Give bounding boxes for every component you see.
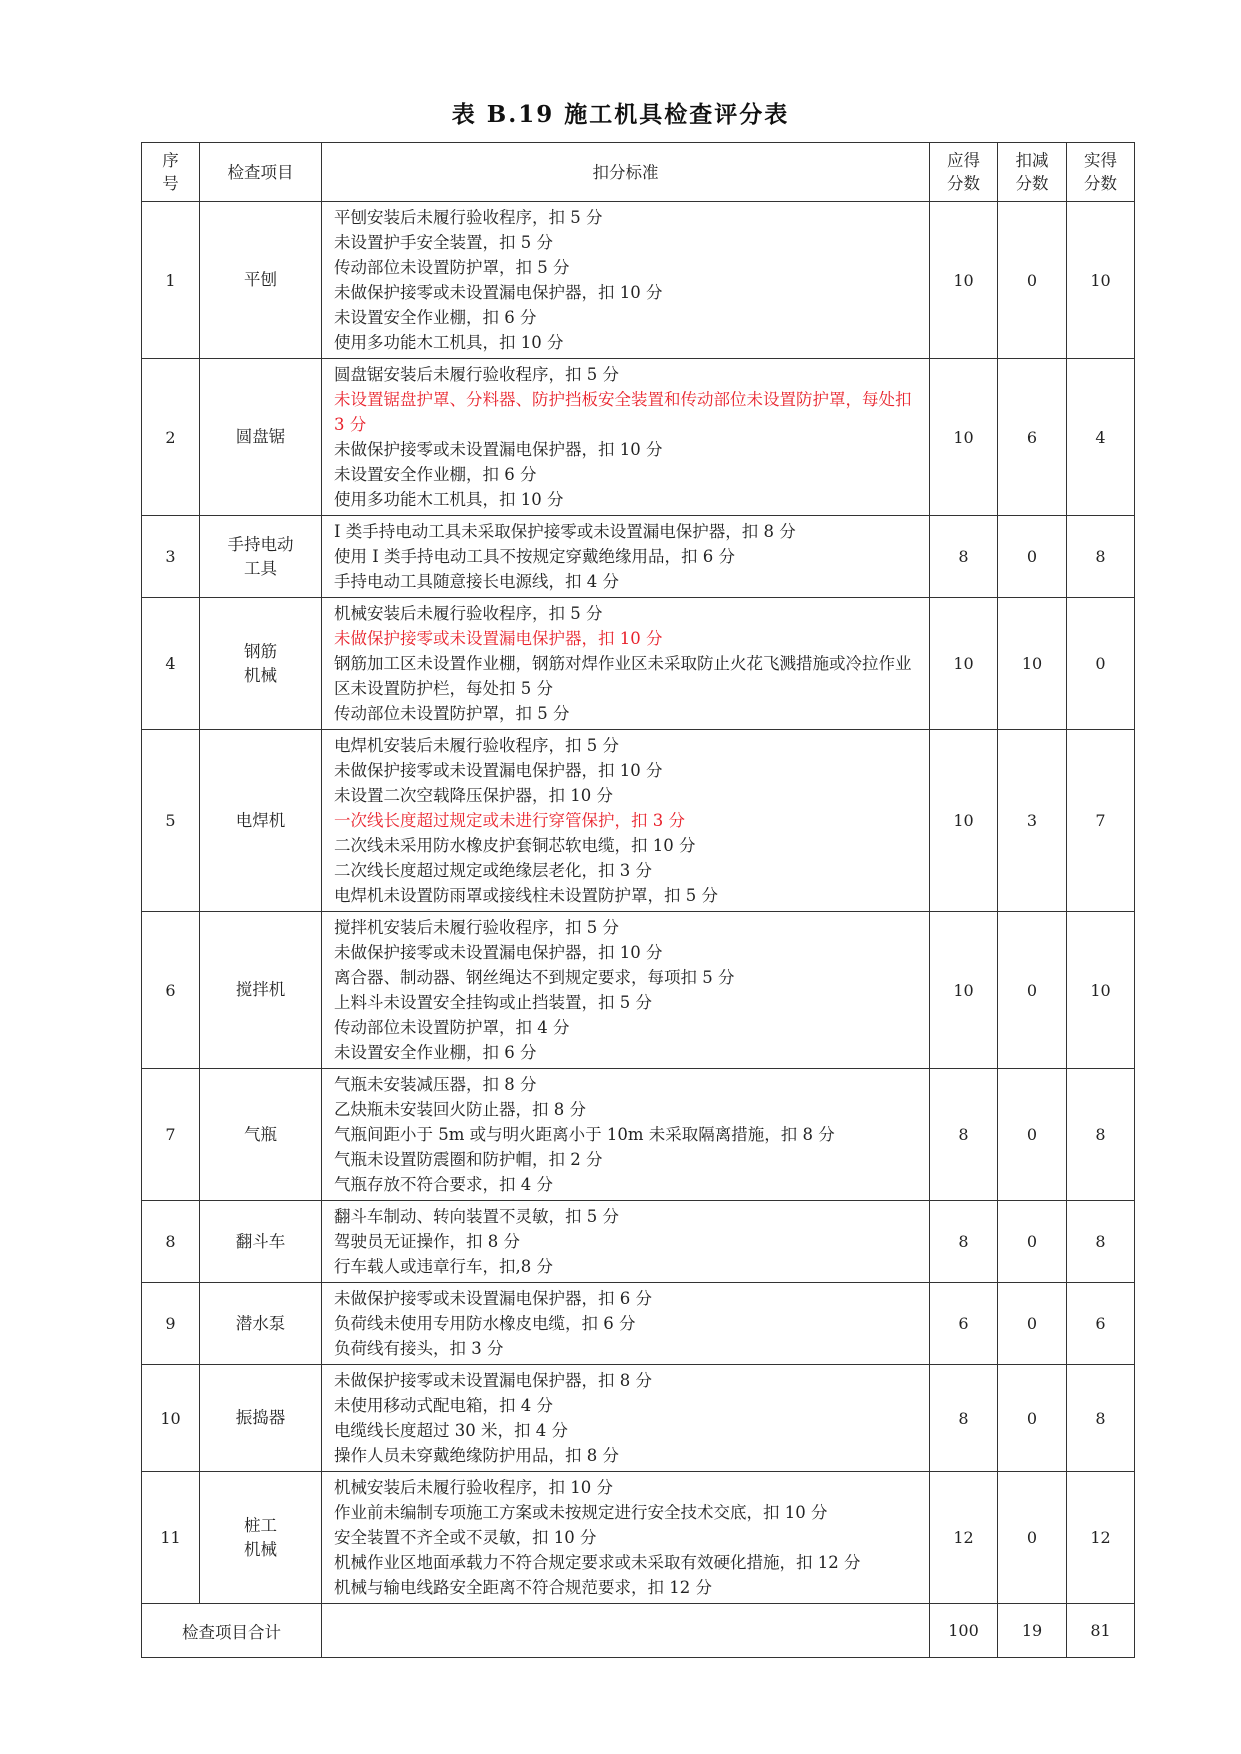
total-criteria-empty bbox=[322, 1604, 930, 1658]
criteria-line: 未设置安全作业棚，扣 6 分 bbox=[334, 308, 537, 327]
row-actual: 8 bbox=[1067, 1069, 1135, 1201]
row-item-label: 搅拌机 bbox=[235, 980, 286, 999]
table-row bbox=[142, 1069, 1135, 1201]
total-actual: 81 bbox=[1067, 1604, 1135, 1658]
criteria-line: 气瓶未安装减压器，扣 8 分 bbox=[334, 1075, 537, 1094]
row-item-label: 圆盘锯 bbox=[235, 427, 286, 446]
row-criteria bbox=[322, 516, 930, 598]
row-seq: 5 bbox=[142, 730, 200, 912]
header-criteria: 扣分标准 bbox=[322, 143, 930, 202]
row-item bbox=[200, 359, 322, 516]
criteria-line: 平刨安装后未履行验收程序，扣 5 分 bbox=[334, 208, 603, 227]
row-item bbox=[200, 1283, 322, 1365]
header-seq-label: 序号 bbox=[162, 151, 179, 193]
row-item-label: 振捣器 bbox=[235, 1408, 286, 1427]
header-seq bbox=[142, 143, 200, 202]
criteria-line: 未做保护接零或未设置漏电保护器，扣 10 分 bbox=[334, 283, 663, 302]
criteria-line: 机械安装后未履行验收程序，扣 5 分 bbox=[334, 604, 603, 623]
row-item-label: 翻斗车 bbox=[235, 1231, 286, 1251]
criteria-line: 使用多功能木工机具，扣 10 分 bbox=[334, 333, 564, 352]
table-row bbox=[142, 359, 1135, 516]
criteria-line: 搅拌机安装后未履行验收程序，扣 5 分 bbox=[334, 918, 619, 937]
criteria-line: 二次线未采用防水橡皮护套铜芯软电缆，扣 10 分 bbox=[334, 836, 696, 855]
criteria-line: 驾驶员无证操作，扣 8 分 bbox=[334, 1232, 520, 1251]
row-deduct: 0 bbox=[998, 202, 1067, 359]
row-item-label: 平刨 bbox=[244, 270, 277, 289]
row-due: 8 bbox=[930, 1365, 998, 1472]
header-row bbox=[142, 143, 1135, 202]
criteria-line: 未设置护手安全装置，扣 5 分 bbox=[334, 233, 553, 252]
row-actual: 8 bbox=[1067, 1365, 1135, 1472]
row-criteria bbox=[322, 1201, 930, 1283]
criteria-line: 负荷线未使用专用防水橡皮电缆，扣 6 分 bbox=[334, 1314, 636, 1333]
criteria-line: 安全装置不齐全或不灵敏，扣 10 分 bbox=[334, 1528, 597, 1547]
table-row bbox=[142, 202, 1135, 359]
row-deduct: 0 bbox=[998, 1283, 1067, 1365]
total-due: 100 bbox=[930, 1604, 998, 1658]
criteria-line: 电焊机未设置防雨罩或接线柱未设置防护罩，扣 5 分 bbox=[334, 886, 718, 905]
header-due-label: 应得分数 bbox=[946, 151, 980, 193]
total-row bbox=[142, 1604, 1135, 1658]
criteria-line: 未做保护接零或未设置漏电保护器，扣 8 分 bbox=[334, 1371, 652, 1390]
criteria-line: 传动部位未设置防护罩，扣 5 分 bbox=[334, 258, 570, 277]
criteria-line: 机械与输电线路安全距离不符合规范要求，扣 12 分 bbox=[334, 1578, 712, 1597]
table-row bbox=[142, 1283, 1135, 1365]
criteria-line: 圆盘锯安装后未履行验收程序，扣 5 分 bbox=[334, 365, 619, 384]
row-item bbox=[200, 202, 322, 359]
row-criteria bbox=[322, 1472, 930, 1604]
criteria-line: 未使用移动式配电箱，扣 4 分 bbox=[334, 1396, 553, 1415]
header-actual-label: 实得分数 bbox=[1083, 151, 1117, 193]
criteria-line: 未做保护接零或未设置漏电保护器，扣 10 分 bbox=[334, 761, 663, 780]
row-seq: 1 bbox=[142, 202, 200, 359]
criteria-line: 传动部位未设置防护罩，扣 5 分 bbox=[334, 704, 570, 723]
row-deduct: 0 bbox=[998, 1365, 1067, 1472]
row-deduct: 0 bbox=[998, 1472, 1067, 1604]
criteria-line: 未做保护接零或未设置漏电保护器，扣 10 分 bbox=[334, 440, 663, 459]
row-item-label: 潜水泵 bbox=[235, 1313, 286, 1333]
criteria-line: 作业前未编制专项施工方案或未按规定进行安全技术交底，扣 10 分 bbox=[334, 1503, 828, 1522]
row-item-label: 气瓶 bbox=[244, 1124, 277, 1144]
row-actual: 4 bbox=[1067, 359, 1135, 516]
row-criteria bbox=[322, 1069, 930, 1201]
row-actual: 8 bbox=[1067, 516, 1135, 598]
row-criteria bbox=[322, 202, 930, 359]
criteria-line: 传动部位未设置防护罩，扣 4 分 bbox=[334, 1018, 570, 1037]
row-item bbox=[200, 598, 322, 730]
criteria-line: 机械安装后未履行验收程序，扣 10 分 bbox=[334, 1478, 613, 1497]
row-deduct: 3 bbox=[998, 730, 1067, 912]
row-seq: 8 bbox=[142, 1201, 200, 1283]
criteria-line: 未设置安全作业棚，扣 6 分 bbox=[334, 465, 537, 484]
header-due bbox=[930, 143, 998, 202]
row-actual: 7 bbox=[1067, 730, 1135, 912]
header-item: 检查项目 bbox=[200, 143, 322, 202]
criteria-line: 未设置二次空载降压保护器，扣 10 分 bbox=[334, 786, 613, 805]
table-row bbox=[142, 516, 1135, 598]
criteria-line: 使用 I 类手持电动工具不按规定穿戴绝缘用品，扣 6 分 bbox=[334, 547, 735, 566]
criteria-line: 未设置安全作业棚，扣 6 分 bbox=[334, 1043, 537, 1062]
criteria-line: 未做保护接零或未设置漏电保护器，扣 6 分 bbox=[334, 1289, 652, 1308]
criteria-line: 翻斗车制动、转向装置不灵敏，扣 5 分 bbox=[334, 1207, 619, 1226]
total-deduct: 19 bbox=[998, 1604, 1067, 1658]
row-item-label: 手持电动工具 bbox=[227, 534, 294, 578]
row-seq: 11 bbox=[142, 1472, 200, 1604]
row-item bbox=[200, 730, 322, 912]
row-due: 8 bbox=[930, 516, 998, 598]
criteria-line: 离合器、制动器、钢丝绳达不到规定要求，每项扣 5 分 bbox=[334, 968, 735, 987]
row-item bbox=[200, 912, 322, 1069]
row-deduct: 10 bbox=[998, 598, 1067, 730]
row-due: 10 bbox=[930, 202, 998, 359]
row-due: 12 bbox=[930, 1472, 998, 1604]
criteria-line: 上料斗未设置安全挂钩或止挡装置，扣 5 分 bbox=[334, 993, 652, 1012]
row-item bbox=[200, 1365, 322, 1472]
row-due: 10 bbox=[930, 730, 998, 912]
row-seq: 9 bbox=[142, 1283, 200, 1365]
table-body bbox=[142, 202, 1135, 1658]
row-deduct: 0 bbox=[998, 912, 1067, 1069]
criteria-line: 手持电动工具随意接长电源线，扣 4 分 bbox=[334, 572, 619, 591]
row-due: 8 bbox=[930, 1069, 998, 1201]
row-actual: 10 bbox=[1067, 912, 1135, 1069]
row-deduct: 0 bbox=[998, 1069, 1067, 1201]
row-actual: 12 bbox=[1067, 1472, 1135, 1604]
header-deduct-label: 扣减分数 bbox=[1015, 151, 1049, 193]
criteria-line: 钢筋加工区未设置作业棚，钢筋对焊作业区未采取防止火花飞溅措施或冷拉作业区未设置防护栏，每处扣 5 分 bbox=[334, 654, 912, 698]
row-due: 10 bbox=[930, 359, 998, 516]
row-item-label: 桩工机械 bbox=[243, 1515, 277, 1559]
row-seq: 10 bbox=[142, 1365, 200, 1472]
page-title: 表 B.19 施工机具检查评分表 bbox=[451, 101, 790, 128]
table-row bbox=[142, 1201, 1135, 1283]
row-item bbox=[200, 1472, 322, 1604]
criteria-line: 一次线长度超过规定或未进行穿管保护，扣 3 分 bbox=[334, 811, 685, 830]
table-row bbox=[142, 598, 1135, 730]
criteria-line: 行车载人或违章行车，扣,8 分 bbox=[334, 1257, 553, 1276]
row-seq: 3 bbox=[142, 516, 200, 598]
criteria-line: 气瓶间距小于 5m 或与明火距离小于 10m 未采取隔离措施，扣 8 分 bbox=[334, 1125, 835, 1144]
criteria-line: 未做保护接零或未设置漏电保护器，扣 10 分 bbox=[334, 629, 663, 648]
criteria-line: I 类手持电动工具未采取保护接零或未设置漏电保护器，扣 8 分 bbox=[334, 522, 796, 541]
criteria-line: 气瓶未设置防震圈和防护帽，扣 2 分 bbox=[334, 1150, 603, 1169]
criteria-line: 操作人员未穿戴绝缘防护用品，扣 8 分 bbox=[334, 1446, 619, 1465]
table-row bbox=[142, 912, 1135, 1069]
row-actual: 0 bbox=[1067, 598, 1135, 730]
row-item-label: 钢筋机械 bbox=[243, 641, 277, 685]
row-seq: 4 bbox=[142, 598, 200, 730]
row-deduct: 6 bbox=[998, 359, 1067, 516]
table-row bbox=[142, 1365, 1135, 1472]
criteria-line: 二次线长度超过规定或绝缘层老化，扣 3 分 bbox=[334, 861, 652, 880]
row-item bbox=[200, 1069, 322, 1201]
row-criteria bbox=[322, 598, 930, 730]
score-table bbox=[141, 142, 1135, 1658]
criteria-line: 电缆线长度超过 30 米，扣 4 分 bbox=[334, 1421, 568, 1440]
row-item bbox=[200, 1201, 322, 1283]
row-criteria bbox=[322, 1283, 930, 1365]
row-due: 8 bbox=[930, 1201, 998, 1283]
row-criteria bbox=[322, 1365, 930, 1472]
row-actual: 10 bbox=[1067, 202, 1135, 359]
row-criteria bbox=[322, 359, 930, 516]
row-seq: 2 bbox=[142, 359, 200, 516]
row-actual: 8 bbox=[1067, 1201, 1135, 1283]
criteria-line: 负荷线有接头，扣 3 分 bbox=[334, 1339, 504, 1358]
criteria-line: 电焊机安装后未履行验收程序，扣 5 分 bbox=[334, 736, 619, 755]
header-actual bbox=[1067, 143, 1135, 202]
row-criteria bbox=[322, 730, 930, 912]
criteria-line: 气瓶存放不符合要求，扣 4 分 bbox=[334, 1175, 553, 1194]
criteria-line: 使用多功能木工机具，扣 10 分 bbox=[334, 490, 564, 509]
row-seq: 6 bbox=[142, 912, 200, 1069]
row-seq: 7 bbox=[142, 1069, 200, 1201]
header-deduct bbox=[998, 143, 1067, 202]
row-item-label: 电焊机 bbox=[235, 810, 286, 830]
table-row bbox=[142, 1472, 1135, 1604]
row-criteria bbox=[322, 912, 930, 1069]
row-actual: 6 bbox=[1067, 1283, 1135, 1365]
criteria-line: 未做保护接零或未设置漏电保护器，扣 10 分 bbox=[334, 943, 663, 962]
criteria-line: 机械作业区地面承载力不符合规定要求或未采取有效硬化措施，扣 12 分 bbox=[334, 1553, 861, 1572]
row-due: 10 bbox=[930, 912, 998, 1069]
row-item bbox=[200, 516, 322, 598]
criteria-line: 未设置锯盘护罩、分料器、防护挡板安全装置和传动部位未设置防护罩，每处扣 3 分 bbox=[334, 390, 912, 434]
total-label: 检查项目合计 bbox=[142, 1604, 322, 1658]
row-due: 6 bbox=[930, 1283, 998, 1365]
row-deduct: 0 bbox=[998, 516, 1067, 598]
row-deduct: 0 bbox=[998, 1201, 1067, 1283]
row-due: 10 bbox=[930, 598, 998, 730]
criteria-line: 乙炔瓶未安装回火防止器，扣 8 分 bbox=[334, 1100, 586, 1119]
table-row bbox=[142, 730, 1135, 912]
